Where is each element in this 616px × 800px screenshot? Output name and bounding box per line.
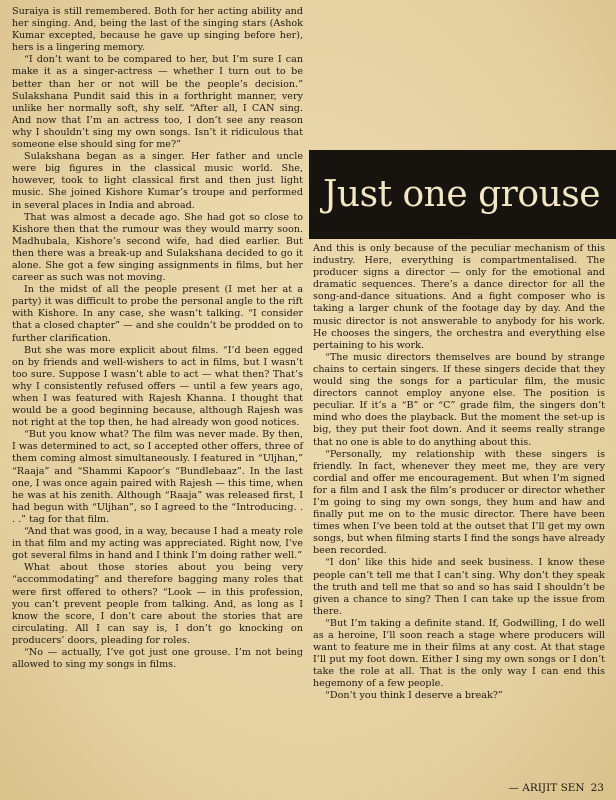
- paragraph: What about those stories about you being very “accommodating” and therefore bagging many roles that were first offered to others? “Look — in this profession, you can’t prevent people from talking. And, as long as I know the score, I don’t care about the stories that are circulating. All I can say is, I don’t go knocking on producers’ doors, pleading for roles.: [12, 562, 303, 646]
- paragraph: “The music directors themselves are bound by strange chains to certain singers. If these singers decide that they would sing the songs for a particular film, the music directors cannot employ anyone else. The position is peculiar. If it’s a “B” or “C” grade film, the singers don’t mind who does the playback. But the moment the set-up is big, they put their foot down. And it seems really strange that no one is able to do anything about this.: [313, 351, 605, 448]
- paragraph: “I don’t want to be compared to her, but I’m sure I can make it as a singer-actress — whether I turn out to be better than her or not will be the people’s decision.” Sulakshana Pundit said this in a forthright manner, very unlike her normally soft, shy self. “After all, I CAN sing. And now that I’m an actress too, I don’t see any reason why I shouldn’t sing my own songs. Isn’t it ridiculous that someone else should sing for me?”: [12, 54, 303, 151]
- paragraph: “But I’m taking a definite stand. If, Godwilling, I do well as a heroine, I’ll soon reach a stage where producers will want to feature me in their films at any cost. At that stage I’ll put my foot down. Either I sing my own songs or I don’t take the role at all. That is the only way I can end this hegemony of a few people.: [313, 617, 605, 690]
- paragraph: “And that was good, in a way, because I had a meaty role in that film and my acting was appreciated. Right now, I’ve got several films in hand and I think I’m doing rather well.”: [12, 526, 303, 562]
- paragraph: “Personally, my relationship with these singers is friendly. In fact, whenever they meet me, they are very cordial and offer me encouragement. But when I’m signed for a film and I ask the film’s producer or director whether I’m going to sing my own songs, they hum and haw and finally put me on to the music director. There have been times when I’ve been told at the outset that I’ll get my own songs, but when filming starts I find the songs have already been recorded.: [313, 448, 605, 557]
- article-headline: Just one grouse: [323, 174, 601, 215]
- page-number: 23: [590, 782, 604, 794]
- paragraph: “No — actually, I’ve got just one grouse. I’m not being allowed to sing my songs in films.: [12, 646, 303, 671]
- paragraph: In the midst of all the people present (I met her at a party) it was difficult to probe the personal angle to the rift with Kishore. In any case, she wasn’t talking. “I consider that a closed chapter” — and she couldn’t be prodded on to further clarification.: [12, 284, 303, 344]
- byline-footer: [508, 782, 604, 794]
- paragraph: Sulakshana began as a singer. Her father and uncle were big figures in the classical music world. She, however, took to light classical first and then just light music. She joined Kishore Kumar’s troupe and performed in several places in India and abroad.: [12, 151, 303, 211]
- paragraph: “I don’ like this hide and seek business. I know these people can’t tell me that I can’t sing. Why don’t they speak the truth and tell me that so and so has said I shouldn’t be given a chance to sing? Then I can take up the issue from there.: [313, 557, 605, 617]
- paragraph: And this is only because of the peculiar mechanism of this industry. Here, everything is compartmentalised. The producer signs a director — only for the emotional and dramatic sequences. There’s a dance director for all the song-and-dance situations. And a fight composer who is taking a larger chunk of the footage day by day. And the music director is not answerable to anybody for his work. He chooses the singers, the orchestra and everything else pertaining to his work.: [313, 243, 605, 351]
- paragraph: But she was more explicit about films. “I’d been egged on by friends and well-wishers to act in films, but I wasn’t too sure. Suppose I wasn’t able to act — what then? That’s why I consistently refused offers — until a few years ago, when I was featured with Rajesh Khanna. I thought that would be a good beginning because, although Rajesh was not right at the top then, he had already won good notices.: [12, 344, 303, 429]
- paragraph: “But you know what? The film was never made. By then, I was determined to act, so I accepted other offers, three of them coming almost simultaneously. I featured in “Uljhan,” “Raaja” and “Shammi Kapoor’s “Bundlebaaz”. In the last one, I was once again paired with Rajesh — this time, when he was at his zenith. Although “Raaja” was released first, I had begun with “Uljhan”, so I agreed to the “Introducing. . . .” tag for that film.: [12, 429, 303, 525]
- paragraph: Suraiya is still remembered. Both for her acting ability and her singing. And, being the last of the singing stars (Ashok Kumar excepted, because he gave up singing before her), hers is a lingering memory.: [12, 6, 303, 54]
- paragraph: “Don’t you think I deserve a break?”: [325, 690, 503, 702]
- article-left-column: [12, 6, 303, 671]
- author-byline: — ARIJIT SEN: [508, 782, 585, 794]
- article-right-column: [313, 243, 605, 703]
- paragraph: That was almost a decade ago. She had got so close to Kishore then that the rumour was they would marry soon. Madhubala, Kishore’s second wife, had died earlier. But then there was a break-up and Sulakshana decided to go it alone. She got a few singing assignments in films, but her career as such was not moving.: [12, 211, 303, 284]
- headline-banner: [309, 150, 616, 239]
